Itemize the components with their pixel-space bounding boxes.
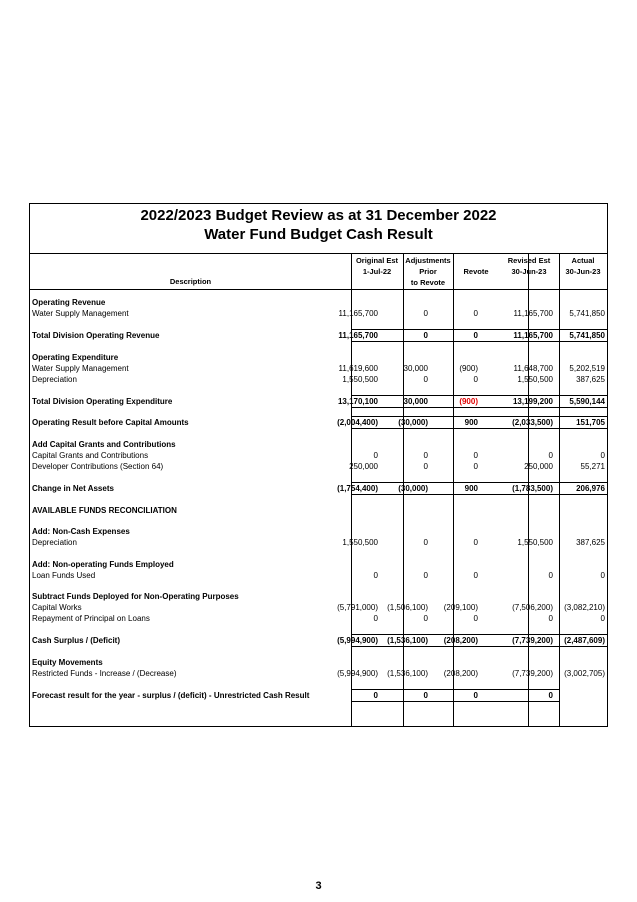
total-rule: [403, 494, 453, 495]
total-rule: [499, 329, 559, 330]
total-rule: [403, 634, 453, 635]
row-description: Depreciation: [32, 375, 77, 384]
cell-value: 0: [423, 462, 428, 471]
row-description: Loan Funds Used: [32, 571, 96, 580]
row-description: Equity Movements: [32, 658, 103, 667]
cell-value: (5,994,900): [337, 636, 378, 645]
total-rule: [453, 482, 499, 483]
row-description: Repayment of Principal on Loans: [32, 614, 150, 623]
budget-table: [29, 203, 608, 727]
cell-value: (3,002,705): [564, 669, 605, 678]
row-description: Operating Expenditure: [32, 353, 119, 362]
table-row: [30, 461, 607, 472]
table-row: [30, 363, 607, 374]
cell-value: 0: [423, 691, 428, 700]
report-subtitle: Water Fund Budget Cash Result: [204, 226, 433, 243]
cell-value: (30,000): [398, 484, 428, 493]
cell-value: 5,202,519: [569, 364, 605, 373]
cell-value: (1,506,100): [387, 603, 428, 612]
cell-value: 0: [423, 309, 428, 318]
cell-value: 1,550,500: [342, 538, 378, 547]
table-row: [30, 439, 607, 450]
table-row: [30, 668, 607, 679]
cell-value: 1,550,500: [517, 538, 553, 547]
cell-value: 900: [464, 418, 478, 427]
cell-value: (3,082,210): [564, 603, 605, 612]
cell-value: 0: [473, 538, 478, 547]
divider: [30, 289, 607, 290]
row-description: Water Supply Management: [32, 309, 129, 318]
table-row: [30, 526, 607, 537]
row-description: Restricted Funds - Increase / (Decrease): [32, 669, 177, 678]
table-row: [30, 613, 607, 624]
total-rule: [403, 482, 453, 483]
table-row: [30, 537, 607, 548]
table-row: [30, 690, 607, 701]
table-row: [30, 559, 607, 570]
cell-value: 5,741,850: [569, 309, 605, 318]
page-number: 3: [315, 880, 322, 892]
total-rule: [559, 407, 607, 408]
total-rule: [403, 646, 453, 647]
cell-value: 0: [423, 614, 428, 623]
total-rule: [559, 646, 607, 647]
cell-value: 0: [423, 375, 428, 384]
total-rule: [351, 646, 403, 647]
header-original-est: Original Est 1-Jul-22: [355, 256, 399, 276]
cell-value: (2,487,609): [564, 636, 605, 645]
total-rule: [351, 407, 403, 408]
total-rule: [453, 646, 499, 647]
cell-value: (7,739,200): [512, 669, 553, 678]
row-description: Add: Non-operating Funds Employed: [32, 560, 174, 569]
cell-value: 13,199,200: [512, 397, 553, 406]
cell-value: 5,590,144: [569, 397, 605, 406]
total-rule: [351, 395, 403, 396]
total-rule: [351, 701, 403, 702]
cell-value: 0: [473, 451, 478, 460]
cell-value: (5,791,000): [337, 603, 378, 612]
table-row: [30, 352, 607, 363]
cell-value: 0: [600, 614, 605, 623]
row-description: Operating Revenue: [32, 298, 106, 307]
table-row: [30, 483, 607, 494]
row-description: AVAILABLE FUNDS RECONCILIATION: [32, 506, 177, 515]
cell-value: 0: [373, 614, 378, 623]
total-rule: [499, 341, 559, 342]
cell-value: 250,000: [349, 462, 378, 471]
table-row: [30, 308, 607, 319]
report-title: 2022/2023 Budget Review as at 31 December 2022: [140, 207, 497, 224]
row-description: Capital Works: [32, 603, 82, 612]
cell-value: 0: [373, 691, 378, 700]
cell-value: 11,165,700: [338, 309, 378, 318]
cell-value: 55,271: [580, 462, 605, 471]
header-revote: Revote: [463, 267, 489, 276]
table-row: [30, 591, 607, 602]
cell-value: 0: [423, 538, 428, 547]
header-adjustments: Adjustments Prior to Revote: [405, 256, 451, 287]
table-row: [30, 505, 607, 516]
row-description: Total Division Operating Expenditure: [32, 397, 173, 406]
cell-value: 11,165,700: [338, 331, 378, 340]
total-rule: [499, 689, 559, 690]
cell-value: (2,033,500): [512, 418, 553, 427]
cell-value: 30,000: [403, 397, 428, 406]
cell-value: 0: [473, 571, 478, 580]
total-rule: [559, 416, 607, 417]
row-description: Forecast result for the year - surplus / (deficit) - Unrestricted Cash Result: [32, 691, 310, 700]
cell-value: 13,170,100: [337, 397, 378, 406]
cell-value: 0: [423, 331, 428, 340]
total-rule: [453, 395, 499, 396]
total-rule: [453, 634, 499, 635]
cell-value: (900): [459, 364, 478, 373]
total-rule: [453, 329, 499, 330]
table-row: [30, 417, 607, 428]
cell-value: (900): [459, 397, 478, 406]
cell-value: (30,000): [398, 418, 428, 427]
total-rule: [453, 689, 499, 690]
row-description: Total Division Operating Revenue: [32, 331, 160, 340]
row-description: Capital Grants and Contributions: [32, 451, 149, 460]
total-rule: [499, 407, 559, 408]
total-rule: [403, 416, 453, 417]
table-row: [30, 657, 607, 668]
table-row: [30, 635, 607, 646]
row-description: Change in Net Assets: [32, 484, 114, 493]
total-rule: [559, 482, 607, 483]
table-row: [30, 602, 607, 613]
cell-value: 0: [373, 451, 378, 460]
cell-value: 1,550,500: [517, 375, 553, 384]
cell-value: (208,200): [443, 636, 478, 645]
cell-value: (7,739,200): [512, 636, 553, 645]
total-rule: [403, 329, 453, 330]
cell-value: 11,165,700: [513, 309, 553, 318]
total-rule: [499, 482, 559, 483]
cell-value: 900: [464, 484, 478, 493]
total-rule: [499, 428, 559, 429]
cell-value: 11,165,700: [513, 331, 553, 340]
total-rule: [351, 634, 403, 635]
total-rule: [499, 701, 559, 702]
divider: [30, 253, 607, 254]
table-row: [30, 396, 607, 407]
cell-value: (5,994,900): [337, 669, 378, 678]
cell-value: (209,100): [443, 603, 478, 612]
row-description: Add Capital Grants and Contributions: [32, 440, 176, 449]
cell-value: 0: [548, 691, 553, 700]
cell-value: (1,754,400): [337, 484, 378, 493]
total-rule: [403, 701, 453, 702]
cell-value: 11,648,700: [513, 364, 553, 373]
cell-value: (1,536,100): [387, 636, 428, 645]
cell-value: 206,976: [576, 484, 605, 493]
cell-value: (208,200): [443, 669, 478, 678]
cell-value: 0: [473, 309, 478, 318]
total-rule: [351, 494, 403, 495]
total-rule: [499, 416, 559, 417]
cell-value: (1,536,100): [387, 669, 428, 678]
total-rule: [499, 634, 559, 635]
cell-value: 151,705: [576, 418, 605, 427]
cell-value: 387,625: [576, 538, 605, 547]
row-description: Operating Result before Capital Amounts: [32, 418, 189, 427]
total-rule: [403, 341, 453, 342]
cell-value: 11,619,600: [338, 364, 378, 373]
cell-value: 0: [600, 571, 605, 580]
total-rule: [559, 428, 607, 429]
total-rule: [403, 428, 453, 429]
table-row: [30, 570, 607, 581]
cell-value: 250,000: [524, 462, 553, 471]
total-rule: [453, 341, 499, 342]
total-rule: [403, 395, 453, 396]
table-row: [30, 297, 607, 308]
cell-value: (7,506,200): [512, 603, 553, 612]
cell-value: 0: [473, 614, 478, 623]
cell-value: 1,550,500: [342, 375, 378, 384]
header-actual: Actual 30-Jun-23: [565, 256, 601, 276]
cell-value: 0: [423, 571, 428, 580]
total-rule: [403, 689, 453, 690]
total-rule: [453, 428, 499, 429]
total-rule: [453, 494, 499, 495]
cell-value: 0: [548, 571, 553, 580]
row-description: Developer Contributions (Section 64): [32, 462, 164, 471]
cell-value: 0: [423, 451, 428, 460]
table-row: [30, 450, 607, 461]
table-row: [30, 374, 607, 385]
total-rule: [351, 482, 403, 483]
cell-value: 0: [473, 375, 478, 384]
total-rule: [559, 329, 607, 330]
total-rule: [351, 428, 403, 429]
cell-value: 0: [600, 451, 605, 460]
total-rule: [453, 416, 499, 417]
total-rule: [499, 395, 559, 396]
cell-value: 30,000: [403, 364, 428, 373]
total-rule: [351, 416, 403, 417]
table-row: [30, 330, 607, 341]
total-rule: [351, 329, 403, 330]
cell-value: 0: [473, 691, 478, 700]
total-rule: [453, 701, 499, 702]
total-rule: [499, 494, 559, 495]
row-description: Add: Non-Cash Expenses: [32, 527, 130, 536]
cell-value: (1,783,500): [512, 484, 553, 493]
cell-value: 0: [473, 331, 478, 340]
cell-value: 5,741,850: [569, 331, 605, 340]
total-rule: [559, 395, 607, 396]
total-rule: [559, 634, 607, 635]
cell-value: 0: [548, 614, 553, 623]
row-description: Depreciation: [32, 538, 77, 547]
header-description: Description: [169, 277, 212, 286]
row-description: Subtract Funds Deployed for Non-Operating Purposes: [32, 592, 239, 601]
total-rule: [559, 494, 607, 495]
total-rule: [403, 407, 453, 408]
total-rule: [351, 689, 403, 690]
header-revised-est: Revised Est 30-Jun-23: [507, 256, 551, 276]
total-rule: [559, 341, 607, 342]
cell-value: (2,004,400): [337, 418, 378, 427]
total-rule: [351, 341, 403, 342]
cell-value: 387,625: [576, 375, 605, 384]
total-rule: [453, 407, 499, 408]
cell-value: 0: [473, 462, 478, 471]
cell-value: 0: [548, 451, 553, 460]
cell-value: 0: [373, 571, 378, 580]
row-description: Cash Surplus / (Deficit): [32, 636, 121, 645]
total-rule: [499, 646, 559, 647]
row-description: Water Supply Management: [32, 364, 129, 373]
